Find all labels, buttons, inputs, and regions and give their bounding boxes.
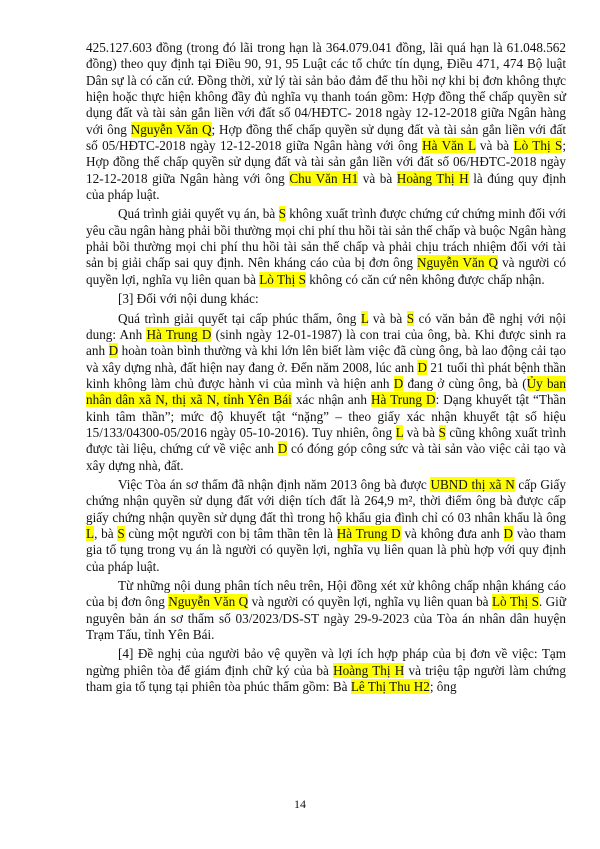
text-run: là đúng quy định của pháp luật. — [86, 170, 566, 203]
text-run: : Dạng khuyết tật “Thần kinh tâm thần”; mức độ khuyết tật “nặng” – theo giấy xác nhận khuyết tật số hiệu 15/133/04300-05/2016 ngày 05-10-2016). Tuy nhiên, ông — [86, 392, 566, 440]
text-run: ; Hợp đồng thế chấp quyền sử dụng đất và tài sản gắn liền với đất số 06/HĐTC-2018 ngày 12-12-2018 giữa Ngân hàng với ông — [86, 138, 566, 186]
highlighted-name: Chu Văn H1 — [289, 170, 359, 186]
text-run: và bà — [368, 310, 407, 326]
text-run: và không đưa anh — [400, 525, 504, 541]
text-run: và người có quyền lợi, nghĩa vụ liên quan bà — [86, 255, 566, 287]
paragraph — [86, 40, 566, 203]
highlighted-name: Nguyễn Văn Q — [417, 255, 499, 271]
text-run: không xuất trình được chứng cứ chứng minh đối với yêu cầu ngân hàng phải bồi thường mọi chi phí thu hồi tài sản thế chấp và buộc Ngân hàng phải bồi thường mọi chi phí thu hồi tài sản thế chấp và phải chịu trách nhiệm đối với tài sản bị giải chấp sai quy định. Nên kháng cáo của bị đơn ông — [86, 206, 566, 271]
highlighted-name: Hà Trung D — [371, 392, 436, 408]
text-run: Quá trình giải quyết vụ án, bà — [118, 206, 279, 222]
highlighted-name: S — [438, 424, 446, 440]
highlighted-name: Hà Trung D — [146, 326, 212, 342]
text-run: và người có quyền lợi, nghĩa vụ liên quan bà — [248, 594, 492, 610]
highlighted-name: Hà Văn L — [422, 138, 476, 154]
highlighted-name: Hà Trung D — [336, 525, 401, 541]
paragraph — [86, 291, 566, 307]
highlighted-name: Lê Thị Thu H2 — [350, 679, 430, 695]
text-run: . Giữ nguyên bản án sơ thẩm số 03/2023/DS-ST ngày 29-9-2023 của Tòa án nhân dân huyện Trạm Tấu, tỉnh Yên Bái. — [86, 594, 566, 643]
highlighted-name: L — [86, 525, 95, 541]
highlighted-name: D — [277, 441, 288, 457]
highlighted-name: Nguyễn Văn Q — [130, 121, 212, 137]
highlighted-name: S — [117, 525, 125, 541]
highlighted-name: Hoàng Thị H — [333, 662, 405, 678]
text-run: 425.127.603 đồng (trong đó lãi trong hạn là 364.079.041 đồng, lãi quá hạn là 61.048.562 đồng) theo quy định tại Điều 90, 91, 95 Luật các tổ chức tín dụng, Điều 471, 474 Bộ luật Dân sự là có căn cứ. Đồng thời, xử lý tài sản bảo đảm để thu hồi nợ khi bị đơn không thực hiện hoặc thực hiện không đầy đủ nghĩa vụ thanh toán gồm: Hợp đồng thế chấp quyền sử dụng đất và tài sản gắn liền với đất số 04/HĐTC- 2018 ngày 12-12-2018 giữa Ngân hàng với ông — [86, 40, 566, 137]
text-run: cũng không xuất trình được tài liệu, chứng cứ về việc anh — [86, 424, 566, 457]
highlighted-name: Hoàng Thị H — [396, 170, 469, 186]
text-run: cùng một người con bị tâm thần tên là — [124, 525, 337, 541]
highlighted-name: Lò Thị S — [259, 271, 306, 287]
highlighted-name: D — [393, 375, 404, 391]
page-number: 14 — [294, 797, 306, 811]
highlighted-name: L — [360, 310, 369, 326]
text-run: (sinh ngày 12-01-1987) là con trai của ông, bà. Khi được sinh ra anh — [86, 326, 566, 359]
text-run: [4] Đề nghị của người bảo vệ quyền và lợi ích hợp pháp của bị đơn về việc: Tạm ngừng phiên tòa để giám định chữ ký của bà — [86, 646, 566, 678]
text-run: cấp Giấy chứng nhận quyền sử dụng đất với diện tích đất là 264,9 m², thời điểm ông bà được cấp giấy chứng nhận quyền sử dụng đất thì trong hộ khẩu gia đình chỉ có 03 nhân khẩu là ông — [86, 476, 566, 525]
text-run: [3] Đối với nội dung khác: — [118, 291, 259, 307]
highlighted-name: L — [395, 424, 404, 440]
text-run: và bà — [475, 138, 514, 154]
highlighted-name: Nguyễn Văn Q — [168, 594, 249, 610]
paragraph — [86, 311, 566, 474]
text-run: Việc Tòa án sơ thẩm đã nhận định năm 2013 ông bà được — [118, 476, 431, 492]
text-run: ; ông — [429, 679, 457, 695]
paragraph — [86, 206, 566, 288]
text-run: Từ những nội dung phân tích nêu trên, Hội đồng xét xử không chấp nhận kháng cáo của bị đơn ông — [86, 578, 566, 610]
text-run: có đóng góp công sức và tài sản vào việc cải tạo và xây dựng nhà, đất. — [86, 441, 566, 473]
paragraph — [86, 578, 566, 643]
highlighted-name: D — [108, 343, 119, 359]
text-run: và bà — [403, 424, 439, 440]
text-run: 21 tuổi thì phát bệnh thần kinh không làm chủ được hành vi của mình và hiện anh — [86, 359, 567, 391]
text-run: xác nhận anh — [291, 392, 372, 408]
highlighted-name: D — [417, 359, 427, 375]
highlighted-name: UBND thị xã N — [430, 476, 515, 492]
text-run: và bà — [358, 170, 397, 186]
highlighted-name: Ủy ban nhân dân xã N, thị xã N, tỉnh Yên Bái — [86, 375, 566, 408]
text-run: có văn bản đề nghị với nội dung: Anh — [86, 310, 566, 342]
highlighted-name: S — [406, 310, 415, 326]
highlighted-name: Lò Thị S — [491, 594, 539, 610]
document-body — [86, 40, 566, 698]
paragraph — [86, 477, 566, 575]
text-run: , bà — [94, 525, 118, 541]
paragraph — [86, 646, 566, 695]
text-run: đang ở cùng ông, bà ( — [403, 375, 527, 391]
text-run: và triệu tập người làm chứng tham gia tố tụng tại phiên tòa phúc thẩm gồm: Bà — [86, 662, 566, 695]
highlighted-name: D — [503, 525, 514, 541]
text-run: Quá trình giải quyết tại cấp phúc thẩm, ông — [118, 310, 361, 326]
text-run: vào tham gia tố tụng trong vụ án là người có quyền lợi, nghĩa vụ liên quan là phù hợp với quy định của pháp luật. — [86, 525, 566, 574]
text-run: hoàn toàn bình thường và khi lớn lên biết làm việc đã cùng ông, bà lao động cải tạo và xây dựng nhà, đất hiện nay đang ở. Đến năm 2008, lúc anh — [86, 343, 566, 375]
highlighted-name: Lò Thị S — [513, 138, 563, 154]
text-run: ; Hợp đồng thế chấp quyền sử dụng đất và tài sản gắn liền với đất số 05/HĐTC-2018 ngày 12-12-2018 giữa Ngân hàng với ông — [86, 121, 566, 154]
highlighted-name: S — [278, 206, 286, 222]
text-run: không có căn cứ nên không được chấp nhận. — [305, 271, 545, 287]
